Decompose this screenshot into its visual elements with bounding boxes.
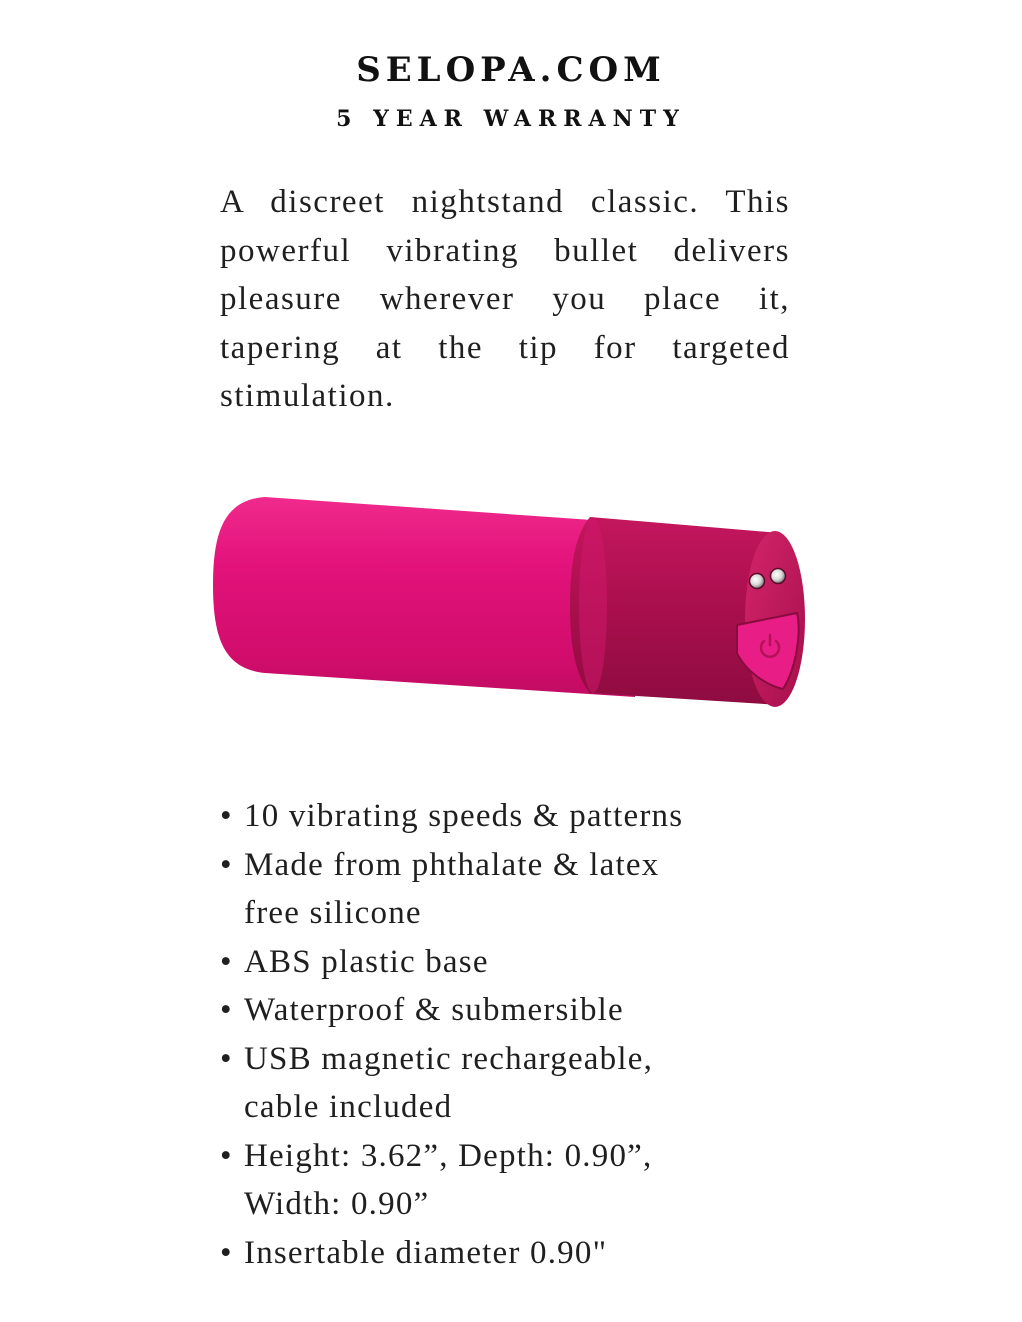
bullet-point: • xyxy=(220,1234,233,1271)
feature-item xyxy=(220,841,820,938)
feature-list xyxy=(220,792,820,1277)
bullet-point: • xyxy=(220,943,233,980)
charging-pin xyxy=(771,569,786,584)
bullet-point: • xyxy=(220,992,233,1028)
feature-item xyxy=(220,1035,820,1132)
charging-pin xyxy=(750,574,765,589)
feature-item xyxy=(220,986,820,1035)
feature-text: Insertable diameter 0.90" xyxy=(244,1234,608,1271)
feature-text: Height: 3.62”, Depth: 0.90”, xyxy=(244,1137,653,1174)
brand-title: SELOPA.COM xyxy=(356,50,666,90)
bullet-point: • xyxy=(220,1040,233,1077)
feature-item xyxy=(220,1132,820,1229)
bullet-point: • xyxy=(220,1137,233,1174)
feature-text: Made from phthalate & latex xyxy=(244,846,660,883)
feature-text: free silicone xyxy=(244,895,422,931)
feature-text: cable included xyxy=(244,1089,453,1125)
product-image xyxy=(205,485,825,730)
feature-text: 10 vibrating speeds & patterns xyxy=(244,798,684,834)
feature-text: Width: 0.90” xyxy=(244,1186,430,1222)
feature-item xyxy=(220,1229,820,1278)
feature-text: USB magnetic rechargeable, xyxy=(244,1040,654,1077)
feature-item xyxy=(220,792,820,841)
bullet-point: • xyxy=(220,846,233,883)
bullet-point: • xyxy=(220,798,233,834)
feature-item xyxy=(220,938,820,987)
feature-text: Waterproof & submersible xyxy=(244,992,624,1028)
feature-text: ABS plastic base xyxy=(244,943,489,980)
product-description: A discreet nightstand classic. This powerful vibrating bullet delivers pleasure wherever you place it, tapering at the tip for targeted stimulation. xyxy=(220,184,790,414)
warranty-subtitle: 5 YEAR WARRANTY xyxy=(336,106,686,132)
